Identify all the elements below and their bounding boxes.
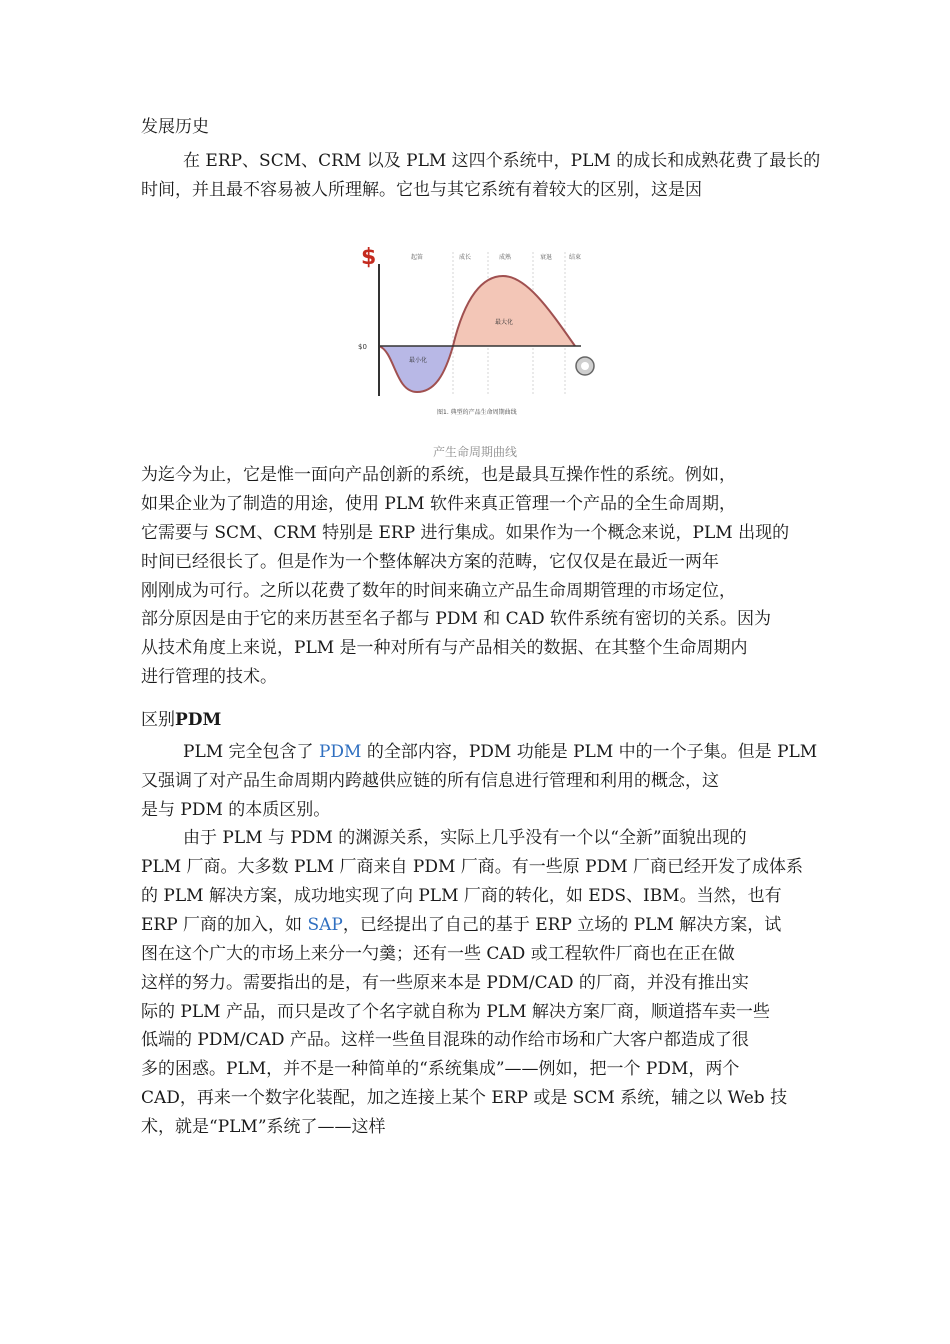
text-run: PLM 完全包含了 [183,742,319,762]
dollar-sign: $ [361,245,377,270]
lifecycle-curve-image [355,234,595,424]
text-run: 的全部内容，PDM 功能是 PLM 中的一个子集。但是 PLM [361,742,818,762]
heading-bold: PDM [175,710,222,730]
paragraph-line: 为迄今为止，它是惟一面向产品创新的系统，也是最具互操作性的系统。例如， [141,465,736,485]
paragraph-line: 部分原因是由于它的来历甚至名子都与 PDM 和 CAD 软件系统有密切的关系。因为 [141,609,772,629]
product-lifecycle-figure [355,234,595,424]
paragraph-line: 多的困惑。PLM，并不是一种简单的“系统集成”——例如，把一个 PDM，两个 [141,1059,740,1079]
paragraph-line: PLM 厂商。大多数 PLM 厂商来自 PDM 厂商。有一些原 PDM 厂商已经开发了成体系 [141,857,804,877]
section-heading-history: 发展历史 [141,117,209,137]
paragraph-line: 从技术角度上来说，PLM 是一种对所有与产品相关的数据、在其整个生命周期内 [141,638,748,658]
phase-label: 成熟 [499,254,512,261]
min-label: 最小化 [409,357,428,364]
figure-caption: 产生命周期曲线 [432,445,517,459]
max-label: 最大化 [495,319,514,326]
paragraph-line: 由于 PLM 与 PDM 的渊源关系，实际上几乎没有一个以“全新”面貌出现的 [183,828,747,848]
figure-inner-caption: 图1. 典型的产品生命周期曲线 [437,409,517,416]
heading-prefix: 区别 [141,710,175,730]
phase-label: 成长 [459,254,472,261]
paragraph-line: 低端的 PDM/CAD 产品。这样一些鱼目混珠的动作给市场和广大客户都造成了很 [141,1030,749,1050]
paragraph-line: 的 PLM 解决方案，成功地实现了向 PLM 厂商的转化，如 EDS、IBM。当然，也有 [141,886,782,906]
paragraph-line: 是与 PDM 的本质区别。 [141,800,331,820]
paragraph-line: 术，就是“PLM”系统了——这样 [141,1117,386,1137]
paragraph-line: 时间，并且最不容易被人所理解。它也与其它系统有着较大的区别，这是因 [141,180,702,200]
paragraph-line: 进行管理的技术。 [141,667,277,687]
section-heading-pdm [141,710,221,730]
sap-link[interactable]: SAP [307,915,343,935]
paragraph-line: 在 ERP、SCM、CRM 以及 PLM 这四个系统中，PLM 的成长和成熟花费了最长的 [183,151,821,171]
zero-label: $0 [358,343,367,351]
paragraph-line [183,742,817,762]
pdm-link[interactable]: PDM [318,742,362,762]
paragraph-line: 如果企业为了制造的用途，使用 PLM 软件来真正管理一个产品的全生命周期， [141,494,736,514]
paragraph-line: 刚刚成为可行。之所以花费了数年的时间来确立产品生命周期管理的市场定位， [141,581,736,601]
paragraph-line: 这样的努力。需要指出的是，有一些原来本是 PDM/CAD 的厂商，并没有推出实 [141,973,749,993]
phase-label: 起笛 [411,254,424,261]
paragraph-line: 图在这个广大的市场上来分一勺羹；还有一些 CAD 或工程软件厂商也在正在做 [141,944,735,964]
text-run: ERP 厂商的加入，如 [141,915,308,935]
text-run: ，已经提出了自己的基于 ERP 立场的 PLM 解决方案，试 [342,915,782,935]
paragraph-line [141,915,781,935]
paragraph-line: 又强调了对产品生命周期内跨越供应链的所有信息进行管理和利用的概念，这 [141,771,719,791]
paragraph-line: CAD，再来一个数字化装配，加之连接上某个 ERP 或是 SCM 系统，辅之以 Web 技 [141,1088,788,1108]
paragraph-line: 时间已经很长了。但是作为一个整体解决方案的范畴，它仅仅是在最近一两年 [141,552,719,572]
paragraph-line: 际的 PLM 产品，而只是改了个名字就自称为 PLM 解决方案厂商，顺道搭车卖一些 [141,1002,770,1022]
paragraph-line: 它需要与 SCM、CRM 特别是 ERP 进行集成。如果作为一个概念来说，PLM 出现的 [141,523,790,543]
phase-label: 结束 [569,254,582,261]
phase-label: 衰退 [540,254,553,261]
